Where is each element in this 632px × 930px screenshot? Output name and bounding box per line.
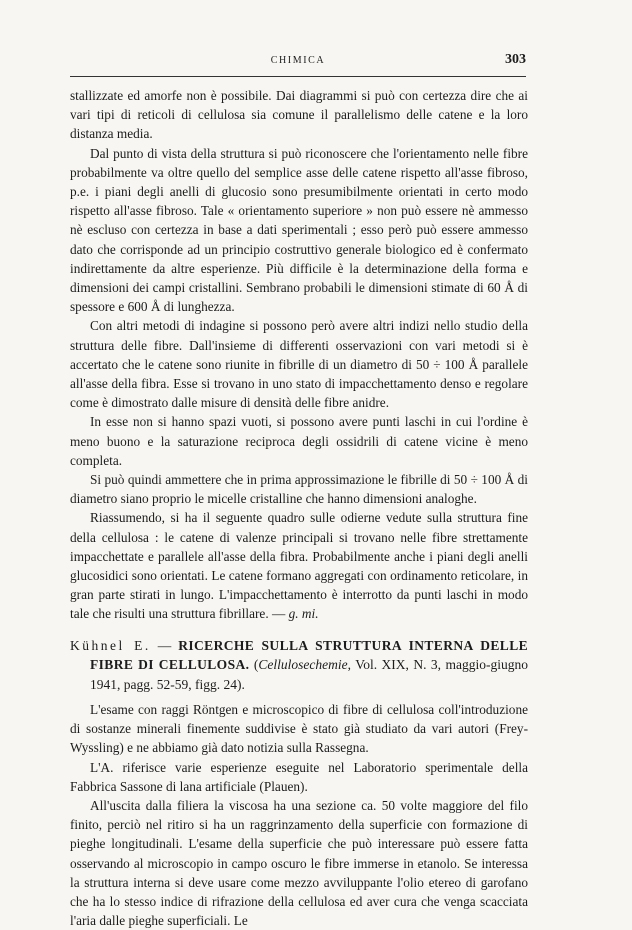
paragraph: All'uscita dalla filiera la viscosa ha una sezione ca. 50 volte maggiore del filo finito, perciò nel ritiro si ha un raggrinzamento della superficie con formazione di pieghe longitudinali. L'esame della superficie che può interessare può essere fatta osservando al microscopio in campo oscuro le fibre immerse in etanolo. Se interessa la struttura interna si deve usare come mezzo avviluppante l'olio etereo di garofano che ha lo stesso indice di rifrazione della cellulosa ed aver cura che venga scacciata l'aria dalle pieghe superficiali. Le [70,797,528,929]
paragraph: Si può quindi ammettere che in prima approssimazione le fibrille di 50 ÷ 100 Å di diametro siano proprio le micelle cristalline che hanno dimensioni analoghe. [70,472,528,507]
article-author: Kühnel E. [70,637,151,653]
paragraph [70,508,528,623]
article-heading: Kühnel E. — RICERCHE SULLA STRUTTURA INTERNA DELLE FIBRE DI CELLULOSA. (Cellulosechemie, Vol. XIX, N. 3, maggio-giugno 1941, pagg. 52-59, figg. 24). [70,637,529,692]
paragraph-text: Riassumendo, si ha il seguente quadro sulle odierne vedute sulla struttura fine della cellulosa : le catene di valenze principali si trovano nelle fibre strettamente impacchettate e parallele all'asse della fibra. Probabilmente anche i piani degli anelli glucosidici sono orientati. Le catene formano aggregati con ordinamento reticolare, in gran parte stirati in lungo. L'impacchettamento è interrotto da punti laschi in modo tale che risulti una struttura fibrillare. — [70,510,528,622]
paragraph: L'A. riferisce varie esperienze eseguite nel Laboratorio sperimentale della Fabbrica Sassone di lana artificiale (Plauen). [70,759,528,794]
paragraph: L'esame con raggi Röntgen e microscopico di fibre di cellulosa coll'introduzione di sostanze minerali finemente suddivise è stato già studiato da vari autori (Frey-Wyssling) e ne abbiamo già dato notizia sulla Rassegna. [70,701,528,756]
page-number: 303 [505,52,526,67]
paragraph: Con altri metodi di indagine si possono però avere altri indizi nello studio della struttura delle fibre. Dall'insieme di differenti osservazioni con vari metodi si è accertato che le catene sono riunite in fibrille di un diametro di 50 ÷ 100 Å parallele all'asse della fibra. Esse si trovano in uno stato di impacchettamento denso e regolare come è dimostrato dalle misure di densità delle fibre anidre. [70,318,528,411]
body-text [70,86,528,930]
journal-name: Cellulosechemie [258,657,348,673]
paragraph: In esse non si hanno spazi vuoti, si possono avere punti laschi in cui l'ordine è meno buono e la saturazione reciproca degli ossidrili di catene vicine è meno completa. [70,414,528,468]
paragraph: stallizzate ed amorfe non è possibile. Dai diagrammi si può con certezza dire che ai vari tipi di reticoli di cellulosa sia comune il parallelismo delle catene e la loro distanza media. [70,88,528,142]
header-rule [70,76,526,77]
running-title: CHIMICA [270,55,326,66]
author-initials: g. mi. [288,606,319,622]
paragraph: Dal punto di vista della struttura si può riconoscere che l'orientamento nelle fibre probabilmente va oltre quello del semplice asse delle catene rispetto all'asse fibroso, p.e. i piani degli anelli di glucosio sono presumibilmente orientati in certo modo rispetto all'asse fibroso. Tale « orientamento superiore » non può essere nè ammesso nè escluso con certezza in base a dati sperimentali ; esso però può essere ammesso dato che corrisponde ad un principio costruttivo generale biologico ed è confermato indirettamente da altre esperienze. Più difficile è la determinazione della forma e dimensioni dei campi cristallini. Sembrano probabili le dimensioni stimate di 60 Å di spessore e 600 Å di lunghezza. [70,145,528,315]
running-head [70,52,526,76]
heading-dash: — [157,637,172,653]
article-title: RICERCHE SULLA STRUTTURA INTERNA DELLE FIBRE DI CELLULOSA. [90,637,529,673]
citation-details: , Vol. XIX, N. 3, maggio-giugno 1941, pagg. 52-59, figg. 24). [90,657,528,692]
